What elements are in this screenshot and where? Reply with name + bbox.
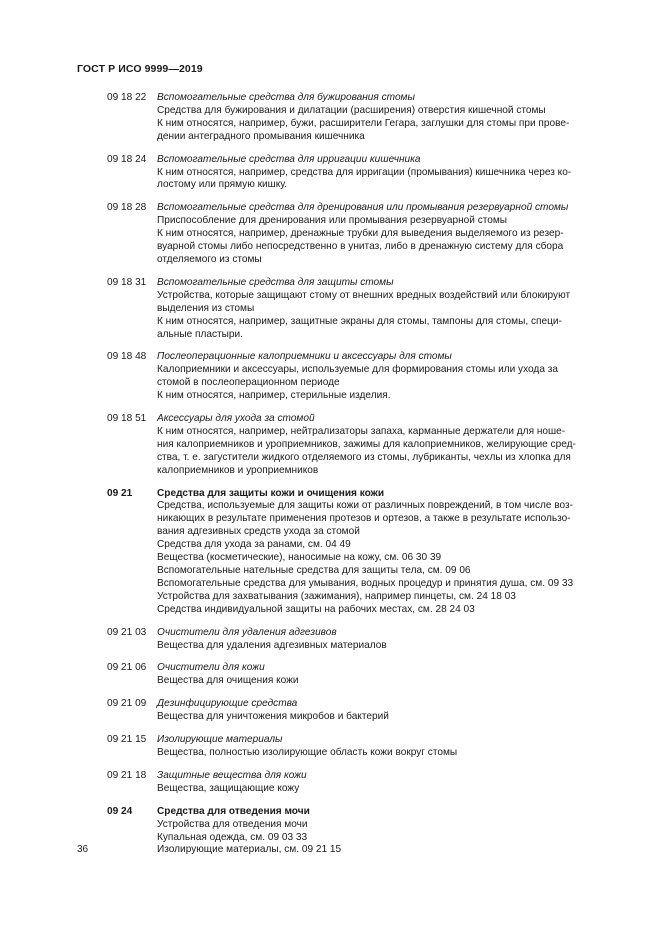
entry-text-line: альные пластыри.	[157, 328, 243, 340]
entry-text-line: Средства для бужирования и дилатации (расширения) отверстия кишечной стомы	[157, 104, 546, 116]
entry-title: Средства для отведения мочи	[157, 805, 310, 817]
entry-body	[157, 806, 617, 858]
page-header: ГОСТ Р ИСО 9999—2019	[77, 63, 203, 75]
entry-body	[157, 154, 617, 193]
entry-title: Очистители для удаления адгезивов	[157, 626, 337, 638]
entry-title: Послеоперационные калоприемники и аксессуары для стомы	[157, 351, 452, 363]
entry-text-line: лостому или прямую кишку.	[157, 179, 288, 191]
subclass-entry	[107, 627, 617, 653]
entry-code: 09 18 51	[107, 413, 147, 425]
entry-text-line: Приспособление для дренирования или промывания резервуарной стомы	[157, 215, 508, 227]
entry-text-line: выделения из стомы	[157, 302, 255, 314]
entry-text-line: Средства индивидуальной защиты на рабочих местах, см. 28 24 03	[157, 603, 475, 615]
entry-title: Вспомогательные средства для защиты стомы	[157, 276, 394, 288]
entry-text-line: стомой в послеоперационном периоде	[157, 377, 340, 389]
entry-text-line: Вещества для уничтожения микробов и бактерий	[157, 711, 389, 723]
entry-text-line: К ним относятся, например, защитные экраны для стомы, тампоны для стомы, специ-	[157, 315, 562, 327]
entry-code: 09 24	[107, 805, 133, 817]
entry-text-line: никающих в результате применения протезов и ортезов, а также в результате использо-	[157, 513, 571, 525]
subclass-entry	[107, 351, 617, 403]
entry-text-line: Вещества для очищения кожи	[157, 675, 299, 687]
class-entry	[107, 488, 617, 617]
entry-body	[157, 413, 617, 478]
entry-title: Защитные вещества для кожи	[157, 769, 307, 781]
entry-code: 09 18 48	[107, 351, 147, 363]
entry-text-line: дении антеградного промывания кишечника	[157, 130, 365, 142]
entry-code: 09 21 18	[107, 769, 147, 781]
entry-code: 09 21 03	[107, 626, 147, 638]
entry-title: Вспомогательные средства для ирригации кишечника	[157, 153, 421, 165]
entry-body	[157, 734, 617, 760]
entry-text-line: ства, т. е. загустители жидкого отделяемого из стомы, лубриканты, чехлы из хлопка для	[157, 451, 571, 463]
entry-title: Аксессуары для ухода за стомой	[157, 413, 315, 425]
entry-code: 09 21	[107, 487, 133, 499]
entry-text-line: К ним относятся, например, нейтрализаторы запаха, карманные держатели для ноше-	[157, 425, 566, 437]
entry-text-line: К ним относятся, например, средства для ирригации (промывания) кишечника через ко-	[157, 166, 572, 178]
entry-text-line: Вещества, полностью изолирующие область кожи вокруг стомы	[157, 746, 458, 758]
entry-code: 09 18 28	[107, 202, 147, 214]
entry-body	[157, 351, 617, 403]
entry-text-line: К ним относятся, например, стерильные изделия.	[157, 390, 391, 402]
entry-text-line: калоприемников и уроприемников	[157, 464, 319, 476]
entry-body	[157, 627, 617, 653]
entry-text-line: Вещества, защищающие кожу	[157, 782, 300, 794]
entry-text-line: ния калоприемников и уроприемников, зажимы для калоприемников, желирующие сред-	[157, 438, 576, 450]
entry-text-line: Устройства для отведения мочи	[157, 818, 308, 830]
entry-body	[157, 770, 617, 796]
entry-text-line: Изолирующие материалы, см. 09 21 15	[157, 844, 342, 856]
subclass-entry	[107, 92, 617, 144]
entry-title: Вспомогательные средства для дренирования или промывания резервуарной стомы	[157, 202, 569, 214]
entry-text-line: Вспомогательные средства для умывания, водных процедур и принятия душа, см. 09 33	[157, 577, 574, 589]
entry-text-line: Вещества (косметические), наносимые на кожу, см. 06 30 39	[157, 552, 442, 564]
entry-text-line: Калоприемники и аксессуары, используемые для формирования стомы или ухода за	[157, 364, 558, 376]
entry-text-line: отделяемого из стомы	[157, 253, 262, 265]
entry-text-line: вуарной стомы либо непосредственно в унитаз, либо в дренажную систему для сбора	[157, 241, 564, 253]
entry-code: 09 21 15	[107, 734, 147, 746]
entry-text-line: К ним относятся, например, бужи, расширители Гегара, заглушки для стомы при прове-	[157, 117, 570, 129]
entry-title: Средства для защиты кожи и очищения кожи	[157, 487, 385, 499]
entry-text-line: Вспомогательные нательные средства для защиты тела, см. 09 06	[157, 565, 471, 576]
entry-text-line: К ним относятся, например, дренажные трубки для выведения выделяемого из резер-	[157, 228, 564, 240]
subclass-entry	[107, 202, 617, 267]
entry-text-line: Устройства для захватывания (зажимания), например пинцеты, см. 24 18 03	[157, 590, 516, 602]
subclass-entry	[107, 277, 617, 342]
subclass-entry	[107, 734, 617, 760]
subclass-entry	[107, 413, 617, 478]
entry-body	[157, 698, 617, 724]
entry-body	[157, 662, 617, 688]
entry-code: 09 18 22	[107, 92, 147, 103]
entry-body	[157, 277, 617, 342]
entry-code: 09 21 09	[107, 698, 147, 710]
entry-title: Очистители для кожи	[157, 662, 265, 674]
entry-code: 09 18 31	[107, 276, 147, 288]
subclass-entry	[107, 662, 617, 688]
entry-title: Дезинфицирующие средства	[157, 698, 298, 710]
entry-body	[157, 92, 617, 144]
entry-text-line: Устройства, которые защищают стому от внешних вредных воздействий или блокируют	[157, 289, 571, 301]
subclass-entry	[107, 770, 617, 796]
classification-list	[107, 92, 617, 867]
subclass-entry	[107, 154, 617, 193]
entry-code: 09 18 24	[107, 153, 147, 165]
entry-text-line: вания адгезивных средств ухода за стомой	[157, 526, 360, 538]
entry-title: Изолирующие материалы	[157, 734, 283, 746]
entry-body	[157, 202, 617, 267]
entry-title: Вспомогательные средства для бужирования стомы	[157, 92, 415, 103]
subclass-entry	[107, 698, 617, 724]
entry-text-line: Средства для ухода за ранами, см. 04 49	[157, 539, 351, 551]
entry-body	[157, 488, 617, 617]
entry-text-line: Купальная одежда, см. 09 03 33	[157, 831, 308, 843]
entry-code: 09 21 06	[107, 662, 147, 674]
entry-text-line: Вещества для удаления адгезивных материалов	[157, 639, 387, 651]
page-number: 36	[77, 844, 89, 855]
entry-text-line: Средства, используемые для защиты кожи от различных повреждений, в том числе воз-	[157, 500, 574, 512]
class-entry	[107, 806, 617, 858]
